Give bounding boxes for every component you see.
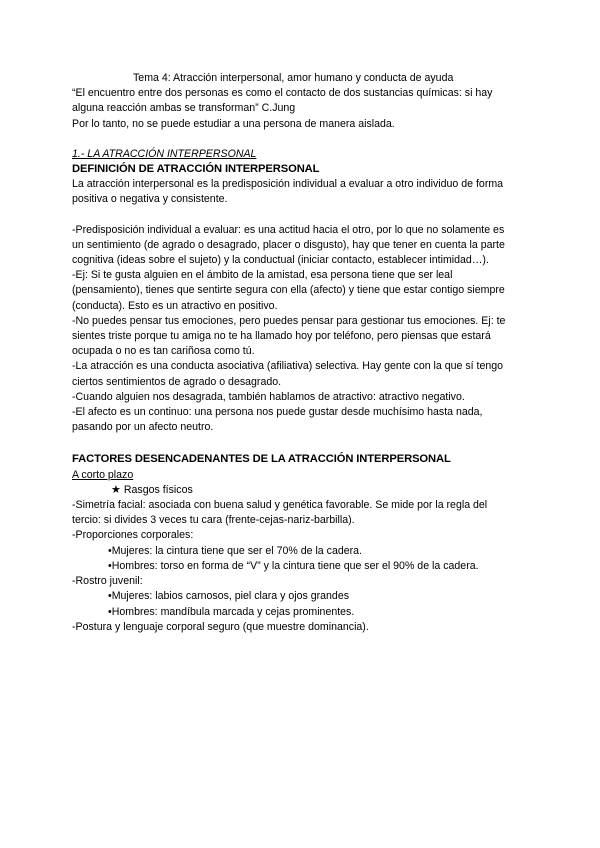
paragraph-line: ocupada o no es tan cariñosa como tú. [72, 345, 255, 358]
face-men: •Hombres: mandíbula marcada y cejas prominentes. [108, 605, 355, 618]
paragraph-line: -No puedes pensar tus emociones, pero puedes pensar para gestionar tus emociones. Ej: te [72, 314, 506, 327]
paragraph-line: -El afecto es un continuo: una persona nos puede gustar desde muchísimo hasta nada, [72, 406, 483, 419]
paragraph-line: un sentimiento (de agrado o desagrado, placer o disgusto), hay que tener en cuenta la parte [72, 238, 505, 251]
posture-line: -Postura y lenguaje corporal seguro (que muestre dominancia). [72, 620, 369, 633]
spacer [72, 435, 532, 452]
proportions-men: •Hombres: torso en forma de “V” y la cintura tiene que ser el 90% de la cadera. [108, 559, 479, 572]
paragraph-line: -Predisposición individual a evaluar: es una actitud hacia el otro, por lo que no solamente es [72, 223, 505, 236]
definition-line-2: positiva o negativa y consistente. [72, 193, 228, 206]
quote-line-2: alguna reacción ambas se transforman” C.Jung [72, 102, 296, 115]
proportions-women: •Mujeres: la cintura tiene que ser el 70% de la cadera. [108, 544, 362, 557]
paragraph-line: pasando por un afecto neutro. [72, 421, 214, 434]
paragraph-line: sientes triste porque tu amiga no te ha llamado hoy por teléfono, pero piensas que estará [72, 330, 491, 343]
paragraph-line: -La atracción es una conducta asociativa (afiliativa) selectiva. Hay gente con la que sí tengo [72, 360, 504, 373]
document-title: Tema 4: Atracción interpersonal, amor humano y conducta de ayuda [133, 72, 454, 84]
spacer [72, 208, 532, 223]
face-women: •Mujeres: labios carnosos, piel clara y ojos grandes [108, 590, 350, 603]
section-number-title: 1.- LA ATRACCIÓN INTERPERSONAL [72, 147, 257, 160]
symmetry-line-2: tercio: si divides 3 veces tu cara (frente-cejas-nariz-barbilla). [72, 514, 355, 527]
star-bullet-icon: ★ [111, 483, 121, 496]
paragraph-line: (conducta). Esto es un atractivo en positivo. [72, 299, 278, 312]
face-label: -Rostro juvenil: [72, 575, 143, 588]
paragraph-line: -Cuando alguien nos desagrada, también hablamos de atractivo: atractivo negativo. [72, 390, 465, 403]
factors-heading: FACTORES DESENCADENANTES DE LA ATRACCIÓN INTERPERSONAL [72, 453, 451, 466]
short-term-subheading: A corto plazo [72, 468, 134, 481]
definition-heading: DEFINICIÓN DE ATRACCIÓN INTERPERSONAL [72, 163, 320, 176]
paragraph-line: ciertos sentimientos de agrado o desagrado. [72, 375, 282, 388]
quote-line-1: “El encuentro entre dos personas es como el contacto de dos sustancias químicas: si hay [72, 87, 493, 100]
proportions-label: -Proporciones corporales: [72, 529, 194, 542]
paragraph-line: cognitiva (ideas sobre el sujeto) y la conductual (iniciar contacto, establecer intimidad…). [72, 254, 489, 267]
symmetry-line-1: -Simetría facial: asociada con buena salud y genética favorable. Se mide por la regla del [72, 499, 488, 512]
spacer [72, 132, 532, 147]
paragraph-line: (pensamiento), tienes que sentirte segura con ella (afecto) y tiene que estar contigo siempre [72, 284, 505, 297]
paragraph-line: -Ej: Si te gusta alguien en el ámbito de la amistad, esa persona tiene que ser leal [72, 269, 453, 282]
document-page [72, 71, 532, 635]
conclusion-text: Por lo tanto, no se puede estudiar a una persona de manera aislada. [72, 117, 395, 130]
definition-line-1: La atracción interpersonal es la predisposición individual a evaluar a otro individuo de forma [72, 178, 504, 191]
physical-traits-label: Rasgos físicos [123, 483, 193, 496]
physical-traits-bullet [72, 483, 532, 498]
